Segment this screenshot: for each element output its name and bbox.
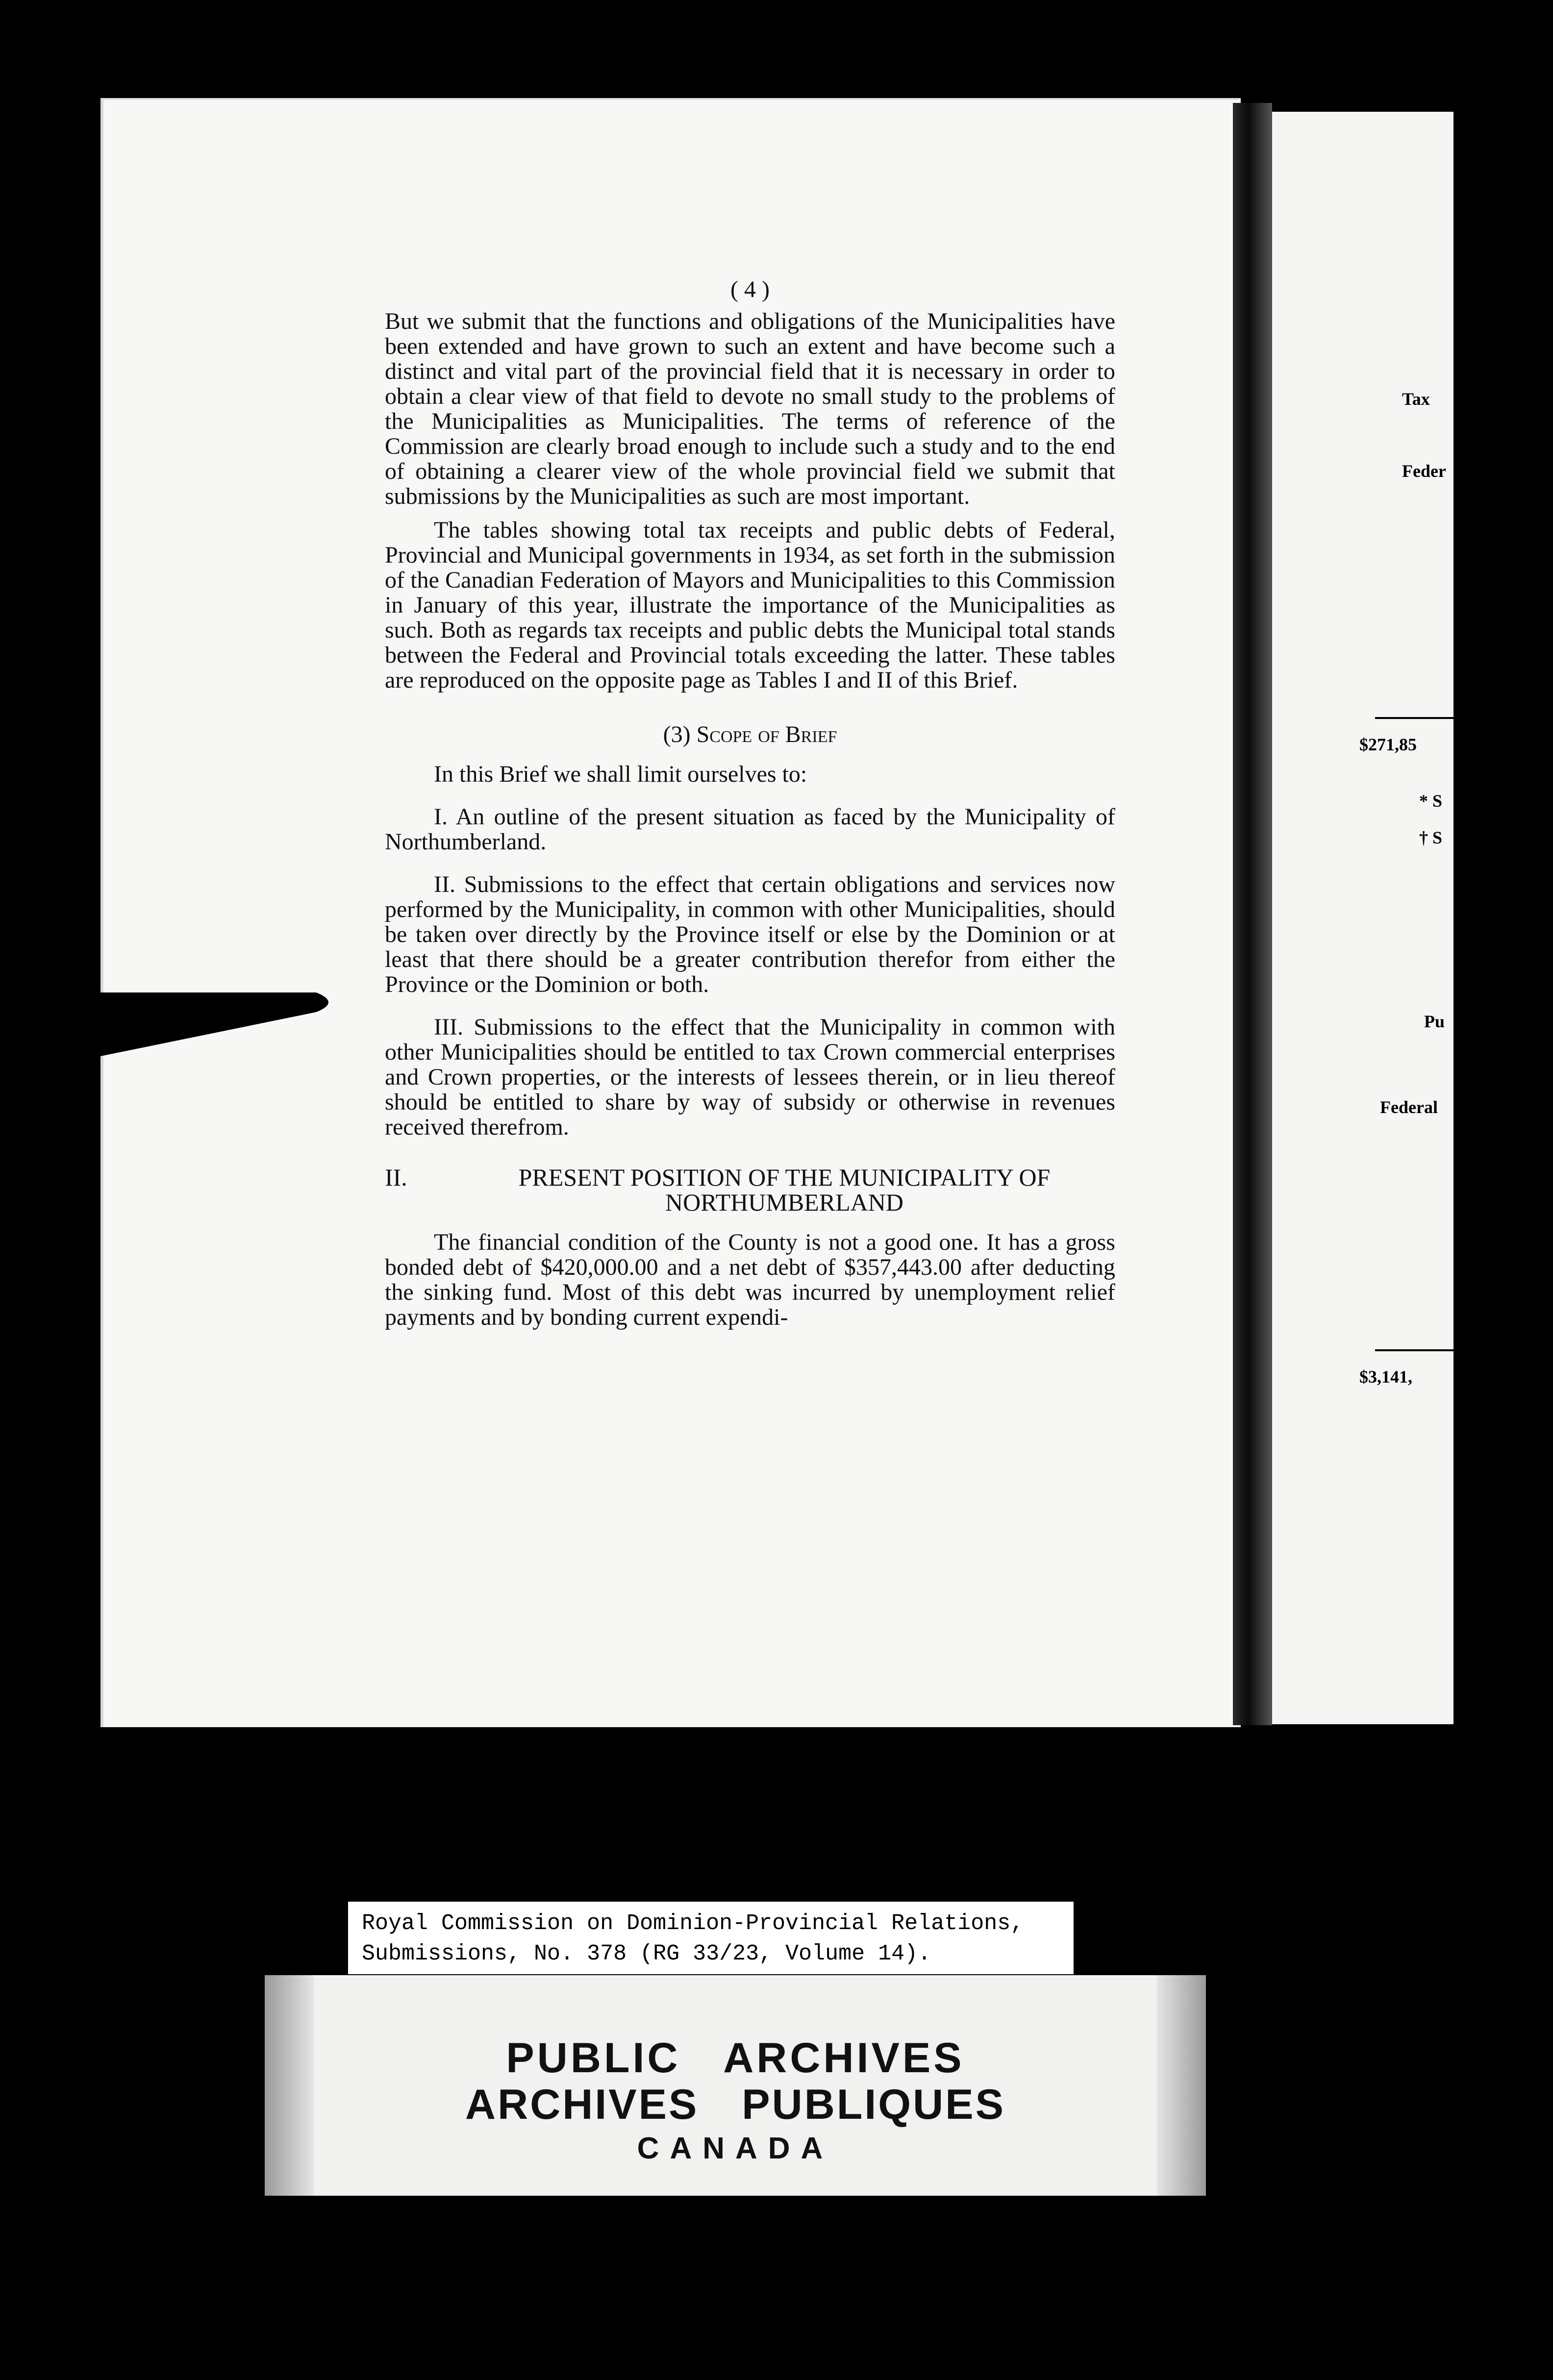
facing-tax: Tax — [1402, 389, 1430, 409]
stamp-line-2: ARCHIVES PUBLIQUES — [465, 2081, 1006, 2128]
paragraph-1: But we submit that the functions and obligations of the Municipalities have been extended and have grown to such an extent and have become such a distinct and vital part of the provincial field that it is necessary in order to obtain a clear view of that field to devote no small study to the problems of the Municipalities as Municipalities. The terms of reference of the Commission are clearly broad enough to include such a study and to the end of obtaining a clearer view of the whole provincial field we submit that submissions by the Municipalities as such are most important. — [385, 308, 1115, 509]
scope-item-3: III. Submissions to the effect that the Municipality in common with other Municipalities should be entitled to tax Crown commercial enterprises and Crown properties, or the interests of lessees therein, or in lieu thereof should be entitled to share by way of subsidy or otherwise in revenues received therefrom. — [385, 1014, 1115, 1140]
paragraph-3: The financial condition of the County is not a good one. It has a gross bonded debt of $420,000.00 and a net debt of $357,443.00 after deducting the sinking fund. Most of this debt was incurred by unemployment relief payments and by bonding current expendi- — [385, 1229, 1115, 1330]
facing-amount-2: $3,141, — [1359, 1367, 1412, 1387]
archive-caption — [348, 1902, 1074, 1974]
facing-note-1: * S — [1419, 791, 1443, 811]
scope-intro: In this Brief we shall limit ourselves to: — [434, 761, 807, 787]
section-title: PRESENT POSITION OF THE MUNICIPALITY OF NORTHUMBERLAND — [518, 1164, 1051, 1216]
facing-feder: Feder — [1402, 461, 1446, 481]
scope-item-1: I. An outline of the present situation as faced by the Municipality of Northumberland. — [385, 804, 1115, 855]
facing-rule-1 — [1375, 717, 1453, 719]
facing-amount-1: $271,85 — [1359, 735, 1417, 754]
pointer-shadow — [100, 983, 336, 1056]
facing-note-2: † S — [1419, 828, 1443, 847]
scope-heading: (3) Scope of Brief — [663, 721, 837, 747]
facing-federal: Federal — [1380, 1097, 1438, 1117]
facing-rule-2 — [1375, 1349, 1453, 1351]
caption-line-1: Royal Commission on Dominion-Provincial Relations, — [362, 1911, 1024, 1936]
paragraph-2: The tables showing total tax receipts and public debts of Federal, Provincial and Municipal governments in 1934, as set forth in the submission of the Canadian Federation of Mayors and Municipalities to this Commission in January of this year, illustrate the importance of the Municipalities as such. Both as regards tax receipts and public debts the Municipal total stands between the Federal and Provincial totals exceeding the latter. These tables are reproduced on the opposite page as Tables I and II of this Brief. — [385, 517, 1115, 693]
facing-pu: Pu — [1424, 1012, 1445, 1031]
section-heading — [385, 1165, 1115, 1215]
page-number: ( 4 ) — [730, 276, 770, 302]
page-body — [385, 277, 1115, 1339]
section-number: II. — [385, 1164, 407, 1191]
scope-item-2: II. Submissions to the effect that certain obligations and services now performed by the Municipality, in common with other Municipalities, should be taken over directly by the Province itself or else by the Dominion or at least that there should be a greater contribution therefor from either the Province or the Dominion or both. — [385, 871, 1115, 997]
page-gutter-shadow — [1233, 103, 1272, 1725]
facing-page — [1272, 112, 1453, 1724]
stamp-line-1: PUBLIC ARCHIVES — [506, 2034, 965, 2082]
stamp-line-3: CANADA — [637, 2132, 834, 2165]
caption-line-2: Submissions, No. 378 (RG 33/23, Volume 14). — [362, 1941, 931, 1966]
archives-stamp — [265, 1975, 1206, 2196]
